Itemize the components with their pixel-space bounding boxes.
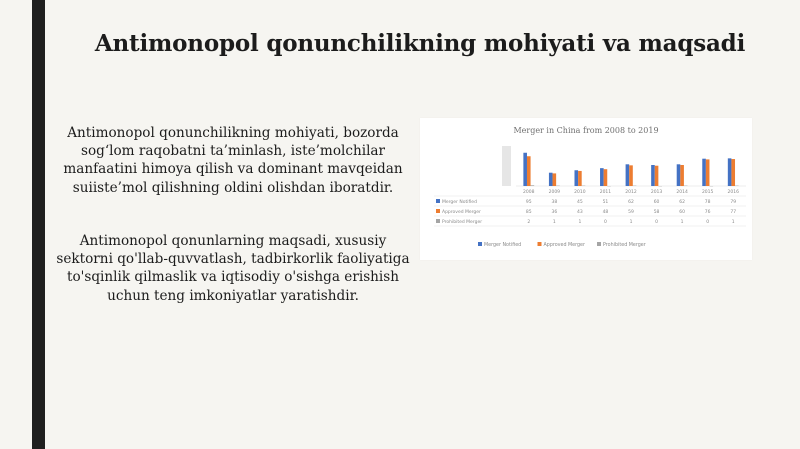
bar-prohibited-merger-2008	[531, 185, 535, 186]
bar-merger-notified-2009	[549, 173, 553, 186]
table-cell-value: 36	[551, 210, 558, 215]
legend-entry: Prohibited Merger	[603, 243, 646, 248]
x-tick-label: 2011	[599, 190, 612, 195]
table-cell-value: 60	[679, 210, 685, 215]
bar-merger-notified-2013	[651, 165, 655, 186]
x-tick-label: 2010	[574, 190, 586, 195]
bar-approved-merger-2014	[680, 165, 684, 186]
x-tick-label: 2013	[650, 190, 663, 195]
table-cell-value: 0	[655, 220, 658, 225]
bar-merger-notified-2015	[702, 159, 706, 186]
merger-chart-svg	[420, 118, 752, 260]
table-cell-value: 38	[551, 200, 558, 205]
x-tick-label: 2016	[727, 190, 739, 195]
table-cell-value: 59	[628, 210, 634, 215]
x-tick-label: 2014	[676, 190, 688, 195]
table-cell-value: 43	[577, 210, 583, 215]
table-cell-value: 0	[604, 220, 607, 225]
table-cell-value: 95	[525, 200, 532, 205]
table-cell-value: 1	[680, 220, 684, 225]
table-legend-key	[436, 209, 440, 213]
bar-approved-merger-2012	[629, 165, 633, 186]
chart-axis-area	[502, 146, 511, 186]
table-cell-value: 60	[653, 200, 660, 205]
bar-approved-merger-2015	[706, 159, 710, 186]
bar-approved-merger-2010	[578, 171, 582, 186]
table-cell-value: 51	[602, 200, 609, 205]
table-cell-value: 62	[679, 200, 685, 205]
chart-title: Merger in China from 2008 to 2019	[513, 126, 659, 135]
legend-entry: Approved Merger	[543, 243, 585, 248]
bar-approved-merger-2008	[527, 156, 531, 186]
table-cell-value: 1	[578, 220, 582, 225]
bar-merger-notified-2008	[523, 153, 527, 186]
table-cell-value: 77	[730, 210, 737, 215]
bar-approved-merger-2013	[655, 166, 659, 186]
bar-approved-merger-2016	[731, 159, 735, 186]
bar-merger-notified-2011	[600, 168, 604, 186]
table-cell-value: 78	[704, 200, 711, 205]
table-series-name: Approved Merger	[442, 210, 481, 215]
x-tick-label: 2008	[523, 190, 535, 195]
table-cell-value: 76	[704, 210, 711, 215]
bar-merger-notified-2016	[728, 158, 732, 186]
merger-chart	[420, 118, 752, 260]
legend-key	[478, 242, 482, 246]
x-tick-label: 2009	[548, 190, 561, 195]
bar-merger-notified-2014	[677, 164, 681, 186]
table-cell-value: 2	[527, 220, 531, 225]
left-accent-bar	[32, 0, 45, 449]
table-cell-value: 1	[552, 220, 556, 225]
table-cell-value: 85	[525, 210, 532, 215]
table-cell-value: 0	[706, 220, 710, 225]
legend-entry: Merger Notified	[484, 243, 522, 248]
bar-approved-merger-2011	[604, 169, 608, 186]
bar-approved-merger-2009	[553, 173, 557, 186]
x-tick-label: 2012	[625, 190, 637, 195]
table-cell-value: 48	[602, 210, 609, 215]
bar-merger-notified-2012	[626, 164, 630, 186]
legend-key	[597, 242, 601, 246]
table-legend-key	[436, 219, 440, 223]
table-cell-value: 1	[629, 220, 633, 225]
slide-title: Antimonopol qonunchilikning mohiyati va maqsadi	[94, 30, 746, 57]
x-tick-label: 2015	[701, 190, 714, 195]
paragraph-goal: Antimonopol qonunlarning maqsadi, xususiy sektorni qo'llab-quvvatlash, tadbirkorlik faoliyatiga to'sqinlik qilmaslik va iqtisodiy o'sishga erishish uchun teng imkoniyatlar yaratishdir.	[56, 233, 410, 304]
legend-key	[538, 242, 542, 246]
table-cell-value: 45	[577, 200, 583, 205]
table-cell-value: 79	[730, 200, 737, 205]
paragraph-essence: Antimonopol qonunchilikning mohiyati, bozorda sog‘lom raqobatni ta’minlash, iste’molchilar manfaatini himoya qilish va dominant mavqeidan suiiste’mol qilishning oldini olishdan iboratdir.	[63, 125, 403, 196]
table-cell-value: 58	[653, 210, 660, 215]
table-cell-value: 1	[731, 220, 735, 225]
bar-merger-notified-2010	[574, 170, 578, 186]
table-series-name: Merger Notified	[442, 200, 477, 205]
table-series-name: Prohibited Merger	[442, 220, 483, 225]
table-legend-key	[436, 199, 440, 203]
table-cell-value: 62	[628, 200, 634, 205]
